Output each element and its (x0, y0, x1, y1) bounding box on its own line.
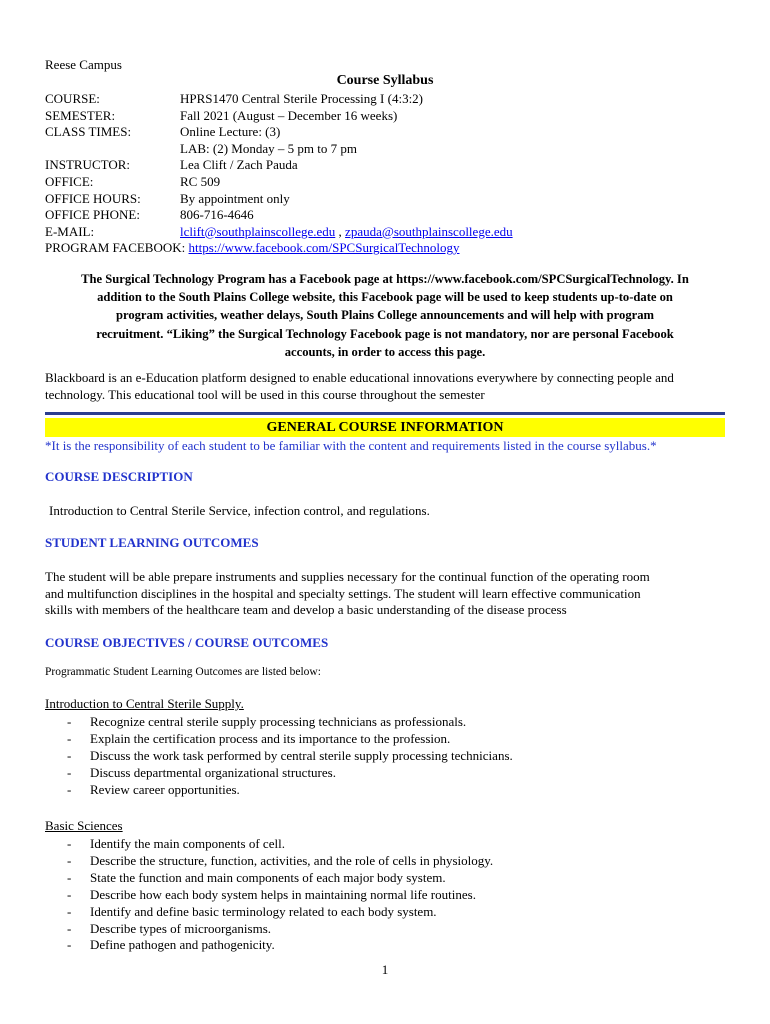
list-item (45, 937, 493, 954)
notice-line: addition to the South Plains College website, this Facebook page will be used to keep students up-to-date on (97, 290, 673, 305)
dash-bullet: - (67, 920, 72, 936)
notice-line: accounts, in order to access this page. (284, 344, 486, 359)
list-item-text: Identify the main components of cell. (90, 836, 285, 851)
objectives-intro: Programmatic Student Learning Outcomes are listed below: (45, 666, 321, 678)
course-description-text: Introduction to Central Sterile Service, infection control, and regulations. (49, 503, 430, 518)
notice-line: The Surgical Technology Program has a Facebook page at https://www.facebook.com/SPCSurgicalTechnology. In (81, 272, 689, 286)
info-value: Lea Clift / Zach Pauda (180, 157, 298, 173)
paragraph-line: technology. This educational tool will be used in this course throughout the semester (45, 386, 485, 402)
list-item (45, 887, 493, 904)
dash-bullet: - (67, 903, 72, 919)
info-label: INSTRUCTOR: (45, 157, 130, 173)
list-item (45, 836, 493, 853)
info-row (45, 124, 460, 141)
facebook-notice (45, 270, 725, 361)
dash-bullet: - (67, 781, 72, 797)
list-item-text: Describe how each body system helps in maintaining normal life routines. (90, 886, 476, 902)
dash-bullet: - (67, 764, 72, 780)
info-value: Fall 2021 (August – December 16 weeks) (180, 107, 398, 123)
list-item-text: Review career opportunities. (90, 781, 240, 797)
section-divider (45, 412, 725, 415)
info-value: HPRS1470 Central Sterile Processing I (4:3:2) (180, 91, 424, 106)
email-link-clift[interactable]: lclift@southplainscollege.edu (180, 223, 336, 239)
list-item-text: Describe types of microorganisms. (90, 920, 271, 936)
list-item-text: Define pathogen and pathogenicity. (90, 937, 275, 953)
dash-bullet: - (67, 730, 72, 746)
email-separator: , (335, 223, 346, 239)
blackboard-paragraph (45, 370, 735, 403)
paragraph-line: The student will be able prepare instruments and supplies necessary for the continual function of the operating room (45, 569, 650, 584)
info-row (45, 157, 460, 174)
list-item (45, 853, 493, 870)
list-item-text: Recognize central sterile supply processing technicians as professionals. (90, 714, 467, 729)
info-label: OFFICE: (45, 173, 94, 189)
list-item-text: Discuss the work task performed by central sterile supply processing technicians. (90, 747, 513, 763)
learning-outcomes-paragraph (45, 569, 735, 619)
list-item-text: Identify and define basic terminology related to each body system. (90, 903, 437, 919)
paragraph-line: skills with members of the healthcare team and develop a basic understanding of the disease process (45, 602, 567, 618)
list-item-text: Explain the certification process and its importance to the profession. (90, 730, 451, 746)
facebook-link[interactable]: https://www.facebook.com/SPCSurgicalTechnology (188, 240, 460, 256)
list-item-text: State the function and main components of each major body system. (90, 869, 446, 885)
email-label: E-MAIL: (45, 223, 95, 239)
campus-name: Reese Campus (45, 57, 122, 72)
page-number: 1 (381, 962, 389, 977)
objectives-heading: COURSE OBJECTIVES / COURSE OUTCOMES (45, 635, 329, 650)
list-item (45, 904, 493, 921)
info-row (45, 91, 460, 108)
info-row (45, 191, 460, 208)
list-item (45, 748, 513, 765)
list-item (45, 921, 493, 938)
info-label: OFFICE PHONE: (45, 207, 140, 223)
info-label: SEMESTER: (45, 107, 116, 123)
info-label: OFFICE HOURS: (45, 190, 141, 206)
list-item (45, 731, 513, 748)
paragraph-line: Blackboard is an e-Education platform designed to enable educational innovations everywhere by connecting people and (45, 370, 674, 385)
document-title: Course Syllabus (336, 73, 434, 88)
info-row (45, 207, 460, 224)
course-info-block (45, 91, 513, 257)
info-value: RC 509 (180, 173, 221, 189)
dash-bullet: - (67, 869, 72, 885)
info-row (45, 141, 460, 158)
info-label: COURSE: (45, 91, 100, 106)
dash-bullet: - (67, 714, 72, 729)
paragraph-line: and multifunction disciplines in the hospital and specialty settings. The student will learn effective communication (45, 585, 641, 601)
dash-bullet: - (67, 852, 72, 868)
email-row (45, 223, 513, 241)
topic-list (45, 836, 493, 954)
notice-line: recruitment. “Liking” the Surgical Technology Facebook page is not mandatory, nor are personal Facebook (96, 326, 674, 341)
topic-list (45, 714, 513, 799)
list-item-text: Describe the structure, function, activities, and the role of cells in physiology. (90, 852, 494, 868)
info-value: By appointment only (180, 190, 290, 206)
email-values (180, 224, 513, 241)
dash-bullet: - (67, 836, 72, 851)
info-label: CLASS TIMES: (45, 124, 132, 140)
syllabus-responsibility-note: *It is the responsibility of each student to be familiar with the content and requirements listed in the course syllabus.* (45, 438, 657, 453)
list-item (45, 782, 513, 799)
topic-title: Introduction to Central Sterile Supply. (45, 696, 244, 711)
info-row (45, 174, 460, 191)
info-value: Online Lecture: (3) (180, 124, 281, 140)
facebook-label: PROGRAM FACEBOOK: (45, 240, 186, 256)
dash-bullet: - (67, 747, 72, 763)
dash-bullet: - (67, 886, 72, 902)
list-item (45, 714, 513, 731)
info-row (45, 108, 460, 125)
learning-outcomes-heading: STUDENT LEARNING OUTCOMES (45, 535, 259, 550)
info-value: 806-716-4646 (180, 207, 254, 223)
facebook-row (45, 240, 460, 257)
notice-line: program activities, weather delays, South Plains College announcements and will help with program (115, 308, 655, 323)
list-item (45, 870, 493, 887)
general-info-banner: GENERAL COURSE INFORMATION (45, 418, 725, 437)
info-value: LAB: (2) Monday – 5 pm to 7 pm (180, 140, 357, 156)
topic-title: Basic Sciences (45, 818, 123, 833)
course-description-heading: COURSE DESCRIPTION (45, 469, 193, 484)
email-link-pauda[interactable]: zpauda@southplainscollege.edu (345, 223, 513, 239)
list-item-text: Discuss departmental organizational structures. (90, 764, 336, 780)
list-item (45, 765, 513, 782)
dash-bullet: - (67, 937, 72, 953)
